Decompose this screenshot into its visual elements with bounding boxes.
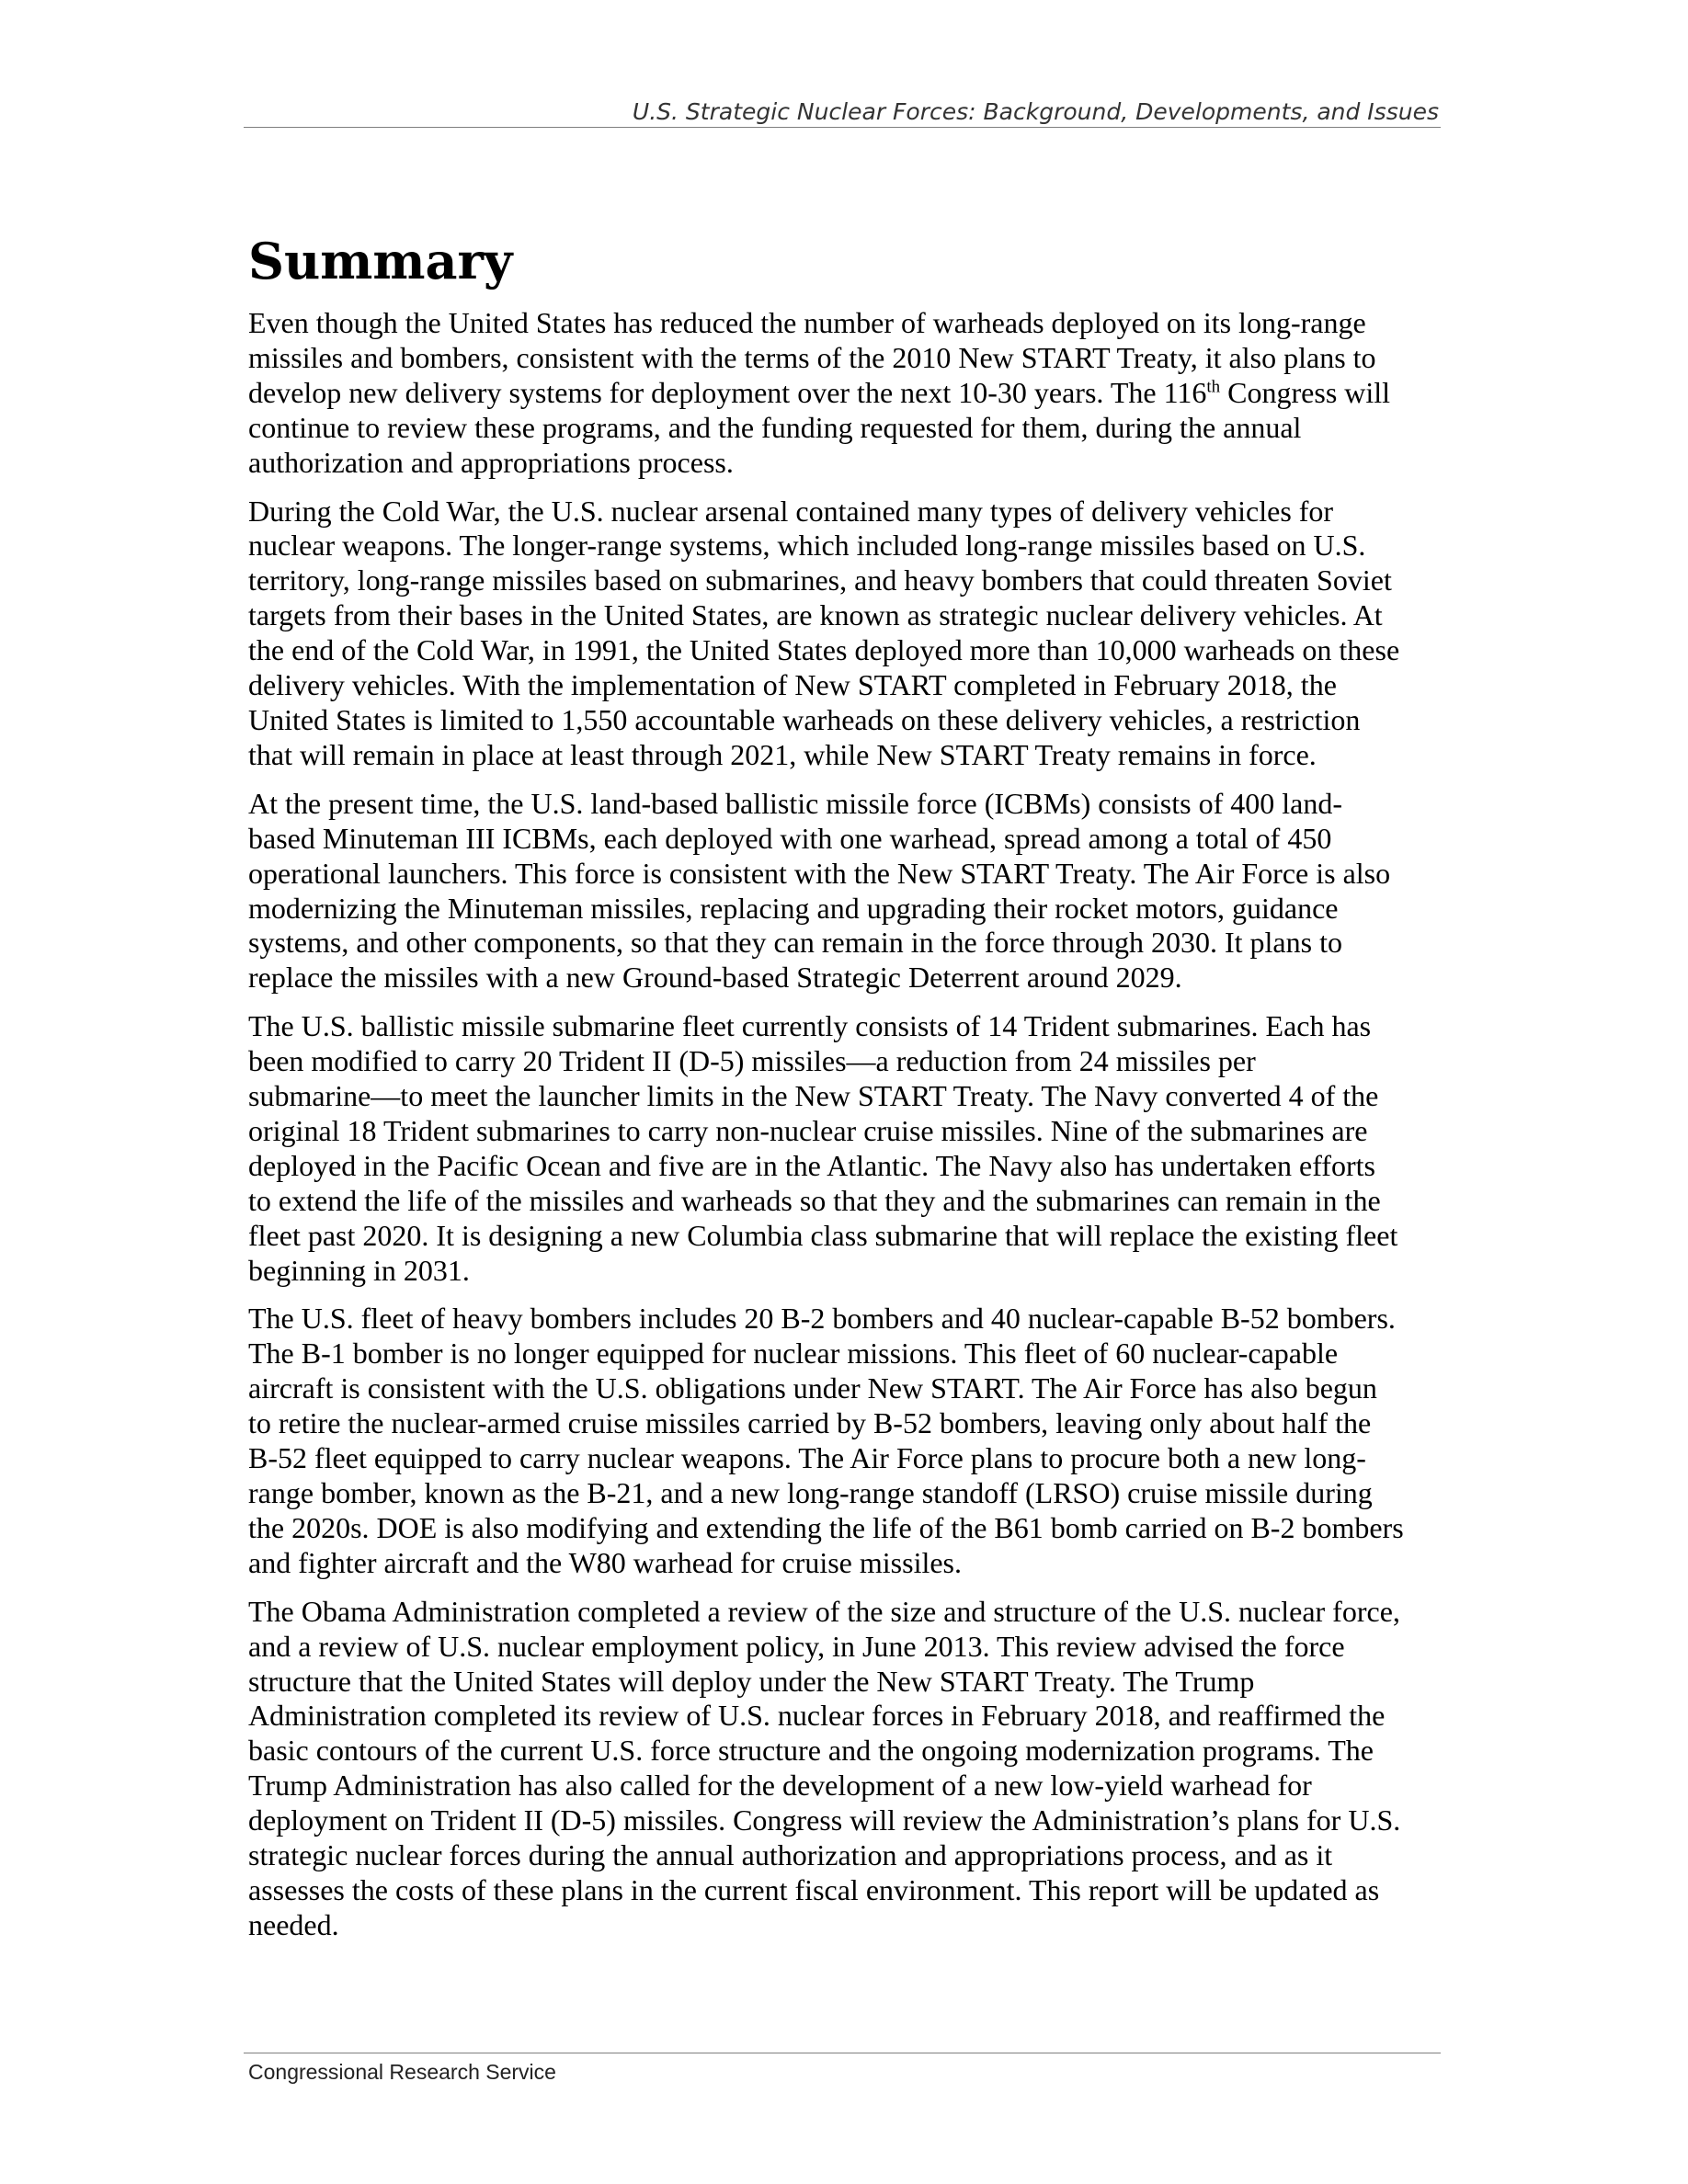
text-line: range bomber, known as the B-21, and a new long-range standoff (LRSO) cruise missile during	[248, 1476, 1373, 1509]
text-line: delivery vehicles. With the implementation of New START completed in February 2018, the	[248, 668, 1337, 702]
text-line: been modified to carry 20 Trident II (D-5) missiles—a reduction from 24 missiles per	[248, 1044, 1256, 1078]
text-line: aircraft is consistent with the U.S. obligations under New START. The Air Force has also begun	[248, 1371, 1377, 1405]
text-line: systems, and other components, so that they can remain in the force through 2030. It plans to	[248, 926, 1342, 960]
text-line: At the present time, the U.S. land-based ballistic missile force (ICBMs) consists of 400 land-	[248, 786, 1342, 820]
text-line: B-52 fleet equipped to carry nuclear weapons. The Air Force plans to procure both a new long-	[248, 1441, 1366, 1475]
text-line: to retire the nuclear-armed cruise missiles carried by B-52 bombers, leaving only about half the	[248, 1406, 1372, 1440]
summary-paragraph-4	[248, 1009, 1443, 1288]
summary-paragraph-6	[248, 1595, 1443, 1943]
text-line: authorization and appropriations process.	[248, 445, 734, 479]
text-line: submarine—to meet the launcher limits in the New START Treaty. The Navy converted 4 of the	[248, 1079, 1379, 1113]
text-line: to extend the life of the missiles and warheads so that they and the submarines can remain in the	[248, 1183, 1381, 1217]
summary-paragraph-5	[248, 1302, 1443, 1580]
text-line: replace the missiles with a new Ground-based Strategic Deterrent around 2029.	[248, 961, 1182, 995]
text-line: fleet past 2020. It is designing a new Columbia class submarine that will replace the existing fleet	[248, 1218, 1398, 1252]
text-line: modernizing the Minuteman missiles, replacing and upgrading their rocket motors, guidance	[248, 891, 1339, 925]
text-line: the end of the Cold War, in 1991, the United States deployed more than 10,000 warheads on these	[248, 633, 1400, 667]
text-line	[248, 376, 1443, 411]
text-line: deployed in the Pacific Ocean and five are in the Atlantic. The Navy also has undertaken efforts	[248, 1148, 1375, 1182]
text-line: original 18 Trident submarines to carry non-nuclear cruise missiles. Nine of the submarines are	[248, 1113, 1368, 1147]
running-header: U.S. Strategic Nuclear Forces: Background, Developments, and Issues	[632, 98, 1439, 125]
text-line: missiles and bombers, consistent with the terms of the 2010 New START Treaty, it also plans to	[248, 340, 1376, 374]
text-line: continue to review these programs, and the funding requested for them, during the annual	[248, 410, 1302, 444]
text-line: The B-1 bomber is no longer equipped for nuclear missions. This fleet of 60 nuclear-capable	[248, 1337, 1339, 1371]
header-rule	[244, 127, 1441, 128]
text-segment: Congress will	[1220, 375, 1391, 409]
superscript-ordinal: th	[1206, 377, 1221, 397]
summary-paragraph-1	[248, 306, 1443, 481]
text-line: The U.S. fleet of heavy bombers includes 20 B-2 bombers and 40 nuclear-capable B-52 bombers.	[248, 1302, 1396, 1336]
text-line: beginning in 2031.	[248, 1253, 470, 1287]
summary-body	[248, 306, 1443, 1957]
text-line: that will remain in place at least through 2021, while New START Treaty remains in force.	[248, 737, 1317, 771]
text-line: targets from their bases in the United States, are known as strategic nuclear delivery vehicles. At	[248, 598, 1383, 632]
text-line: Administration completed its review of U.S. nuclear forces in February 2018, and reaffirmed the	[248, 1699, 1386, 1733]
summary-paragraph-3	[248, 787, 1443, 995]
text-line: needed.	[248, 1907, 339, 1941]
text-line: During the Cold War, the U.S. nuclear arsenal contained many types of delivery vehicles for	[248, 494, 1334, 528]
text-line: nuclear weapons. The longer-range systems, which included long-range missiles based on U.S.	[248, 529, 1366, 563]
text-line: structure that the United States will deploy under the New START Treaty. The Trump	[248, 1664, 1255, 1698]
text-line: basic contours of the current U.S. force structure and the ongoing modernization programs. The	[248, 1734, 1374, 1768]
text-line: Even though the United States has reduced the number of warheads deployed on its long-range	[248, 306, 1366, 339]
text-line: strategic nuclear forces during the annual authorization and appropriations process, and as it	[248, 1838, 1333, 1872]
text-line: based Minuteman III ICBMs, each deployed with one warhead, spread among a total of 450	[248, 821, 1332, 855]
text-line: deployment on Trident II (D-5) missiles. Congress will review the Administration’s plans for U.S.	[248, 1803, 1401, 1837]
summary-heading: Summary	[248, 232, 513, 290]
text-line: and fighter aircraft and the W80 warhead for cruise missiles.	[248, 1545, 962, 1579]
text-line: The U.S. ballistic missile submarine fleet currently consists of 14 Trident submarines. Each has	[248, 1009, 1372, 1043]
text-line: the 2020s. DOE is also modifying and extending the life of the B61 bomb carried on B-2 bombers	[248, 1510, 1404, 1544]
text-line: The Obama Administration completed a review of the size and structure of the U.S. nuclear force,	[248, 1594, 1400, 1628]
text-line: United States is limited to 1,550 accountable warheads on these delivery vehicles, a restriction	[248, 702, 1361, 736]
text-line: assesses the costs of these plans in the current fiscal environment. This report will be updated as	[248, 1872, 1380, 1906]
text-line: Trump Administration has also called for the development of a new low-yield warhead for	[248, 1769, 1312, 1803]
text-line: and a review of U.S. nuclear employment policy, in June 2013. This review advised the force	[248, 1629, 1345, 1663]
text-line: territory, long-range missiles based on submarines, and heavy bombers that could threaten Soviet	[248, 563, 1392, 597]
footer-source: Congressional Research Service	[248, 2060, 556, 2084]
text-line: operational launchers. This force is consistent with the New START Treaty. The Air Force is also	[248, 856, 1391, 890]
text-segment: develop new delivery systems for deployment over the next 10-30 years. The 116	[248, 375, 1207, 409]
summary-paragraph-2	[248, 495, 1443, 773]
